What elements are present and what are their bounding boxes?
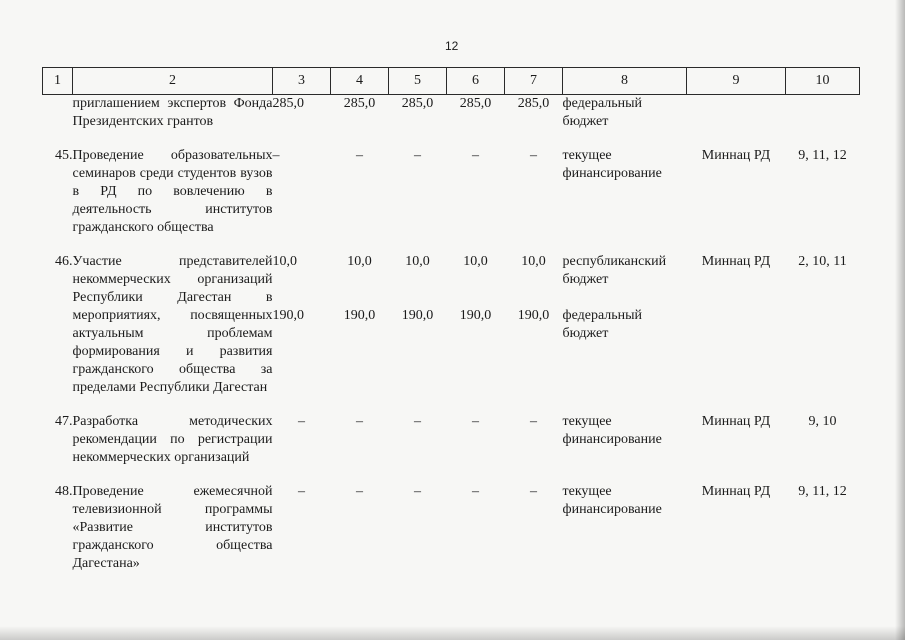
amount-cell: 10,0	[463, 254, 488, 269]
amount-cell: 285,0	[401, 96, 434, 111]
executor	[687, 95, 786, 132]
amount-cell: –	[414, 414, 421, 429]
item-number: 48.	[55, 484, 73, 499]
amount-cell: –	[414, 148, 421, 163]
amount-cell: –	[530, 414, 537, 429]
table-row	[43, 147, 860, 237]
amount-cell: 285,0	[459, 96, 492, 111]
goals: 2, 10, 11	[798, 254, 847, 269]
amount-cell: –	[298, 484, 305, 499]
amount-cell: 190,0	[272, 308, 304, 323]
amount-cell: 190,0	[343, 308, 376, 323]
amount-cell: 10,0	[405, 254, 430, 269]
column-header: 8	[563, 68, 687, 95]
amount-cell: 10,0	[272, 254, 297, 269]
column-header: 9	[687, 68, 786, 95]
column-header: 6	[447, 68, 505, 95]
amount-cell: –	[472, 148, 479, 163]
page-number: 12	[445, 39, 459, 53]
amount-cell: –	[530, 148, 537, 163]
amount-cell: –	[356, 414, 363, 429]
table-row	[43, 483, 860, 573]
amount-cell: 190,0	[459, 308, 492, 323]
amount-cell: 285,0	[343, 96, 376, 111]
amount-cell: –	[356, 148, 363, 163]
item-description: Проведение ежемесячной телевизионной программы «Развитие институтов гражданского общества Дагестана»	[72, 484, 273, 571]
amount-cell: 285,0	[272, 96, 304, 111]
column-header: 7	[505, 68, 563, 95]
program-table	[42, 67, 860, 573]
item-number: 47.	[55, 414, 73, 429]
goals	[786, 95, 860, 132]
column-header: 2	[73, 68, 273, 95]
item-number: 46.	[55, 254, 73, 269]
amount-cell: 190,0	[401, 308, 434, 323]
amount-cell: –	[414, 484, 421, 499]
goals: 9, 11, 12	[798, 148, 847, 163]
item-description: приглашением экспертов Фонда Президентских грантов	[72, 96, 273, 129]
amount-cell: –	[272, 148, 280, 163]
column-header: 1	[43, 68, 73, 95]
amount-cell: 10,0	[347, 254, 372, 269]
funding-source: федеральный бюджет	[562, 96, 643, 129]
funding-source: республиканский бюджет	[562, 254, 667, 287]
goals: 9, 11, 12	[798, 484, 847, 499]
funding-source: текущее финансирование	[562, 484, 662, 517]
executor: Миннац РД	[701, 254, 771, 269]
header-row	[43, 68, 860, 95]
item-number	[43, 95, 73, 132]
item-number: 45.	[55, 148, 73, 163]
table-row	[43, 413, 860, 467]
column-header: 3	[273, 68, 331, 95]
table-row	[43, 95, 860, 132]
executor: Миннац РД	[701, 148, 771, 163]
column-header: 5	[389, 68, 447, 95]
goals: 9, 10	[808, 414, 837, 429]
amount-cell: –	[298, 414, 305, 429]
column-header: 10	[786, 68, 860, 95]
executor: Миннац РД	[701, 484, 771, 499]
item-description: Разработка методических рекомендации по регистрации некоммерческих организаций	[72, 414, 273, 465]
amount-cell: –	[472, 414, 479, 429]
funding-source: текущее финансирование	[562, 148, 662, 181]
item-description: Проведение образовательных семинаров среди студентов вузов в РД по вовлечению в деятельность институтов гражданского общества	[72, 148, 273, 235]
item-description: Участие представителей некоммерческих организаций Республики Дагестан в мероприятиях, посвященных актуальным проблемам формирования и развития гражданского общества за пределами Республики Дагестан	[72, 254, 273, 395]
column-header: 4	[331, 68, 389, 95]
scan-edge-shadow	[895, 0, 905, 640]
table-row	[43, 253, 860, 307]
scan-bottom-shadow	[0, 626, 905, 640]
funding-source: федеральный бюджет	[562, 308, 643, 341]
amount-cell: 10,0	[521, 254, 546, 269]
amount-cell: –	[530, 484, 537, 499]
funding-source: текущее финансирование	[562, 414, 662, 447]
amount-cell: 285,0	[517, 96, 550, 111]
amount-cell: –	[472, 484, 479, 499]
amount-cell: 190,0	[517, 308, 550, 323]
executor: Миннац РД	[701, 414, 771, 429]
amount-cell: –	[356, 484, 363, 499]
